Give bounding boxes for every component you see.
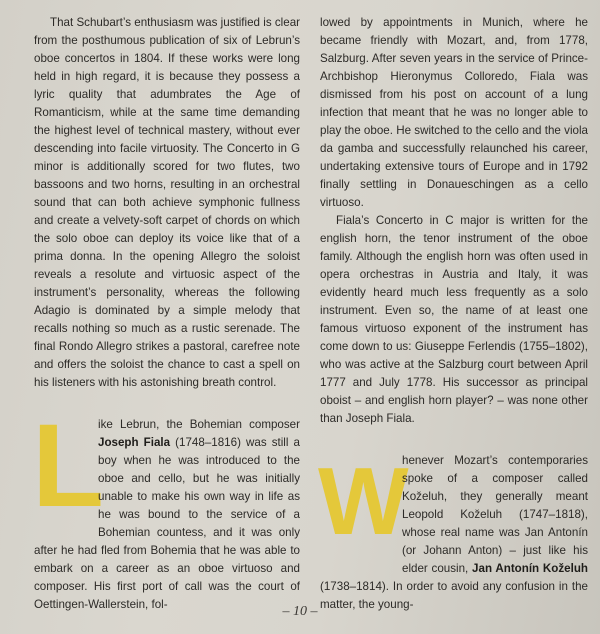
composer-name-kozeluh: Jan Antonín Koželuh xyxy=(472,562,588,575)
fiala-intro-text-b: (1748–1816) was still a boy when he was introduced to the oboe and cello, but he was initially unable to make his own way in life as he was bound to the service of a Bohemian countess, and it was only after he had fled from Bohemia that he was able to embark on a career as an oboe virtuoso and composer. His first port of call was the court of Oettingen-Wallerstein, fol- xyxy=(34,436,300,611)
left-column xyxy=(34,14,300,614)
right-column xyxy=(320,14,588,614)
drop-cap-letter: W xyxy=(318,448,409,555)
paragraph-english-horn: Fiala’s Concerto in C major is written for the english horn, the tenor instrument of the oboe family. Although the english horn was often used in opera orchestras in Austria and Italy, it was evidently heard much less frequently as a solo instrument. Even so, the name of at least one famous virtuoso exponent of the instrument has come down to us: Giuseppe Ferlendis (1755–1802), who was active at the Salzburg court between April 1777 and July 1778. His successor as principal oboist – and english horn player? – was none other than Joseph Fiala. xyxy=(320,214,588,425)
page-number: – 10 – xyxy=(282,604,318,619)
kozeluh-intro-text-a: henever Mozart’s contemporaries spoke of a composer called Koželuh, they generally meant Leopold Koželuh (1747–1818), whose real name was Jan Antonín (or Johann Anton) – just like his elder cousin, xyxy=(402,454,588,575)
drop-cap-letter: L xyxy=(32,400,105,532)
composer-name-fiala: Joseph Fiala xyxy=(98,436,171,449)
paragraph-lebrun-concertos: That Schubart’s enthusiasm was justified is clear from the posthumous publication of six of Lebrun’s oboe concertos in 1804. If these works were long held in high regard, it is because they possess a lyric quality that adumbrates the Age of Romanticism, while at the same time demanding the highest level of technical mastery, without ever descending into facile virtuosity. The Concerto in G minor is additionally scored for two flutes, two bassoons and two horns, resulting in an orchestral sound that can both achieve symphonic fullness and create a velvety-soft carpet of chords on which the solo oboe can deploy its voice like that of a prima donna. In the opening Allegro the soloist reveals a resolute and virtuosic aspect of the instrument’s personality, whereas the following Adagio is dominated by a simple melody that recalls nothing so much as a rustic serenade. The final Rondo Allegro strikes a pastoral, carefree note and offers the soloist the chance to cast a spell on his listeners with his astonishing breath control. xyxy=(34,16,300,389)
fiala-intro-text-a: ike Lebrun, the Bohemian composer xyxy=(98,418,300,431)
paragraph-fiala-intro xyxy=(32,400,300,614)
kozeluh-intro-text-b: (1738–1814). In order to avoid any confusion in the matter, the young- xyxy=(320,580,588,611)
paragraph-kozeluh-intro xyxy=(318,448,588,614)
paragraph-fiala-career: lowed by appointments in Munich, where he became friendly with Mozart, and, from 1778, Salzburg. After seven years in the service of Prince-Archbishop Hieronymus Colloredo, Fiala was dismissed from his post on account of a lung infection that meant that he was no longer able to play the oboe. He switched to the cello and the viola da gamba and successfully relaunched his career, undertaking extensive tours of Europe and in 1792 finally settling in Donaueschingen as a cello virtuoso. xyxy=(320,16,588,209)
